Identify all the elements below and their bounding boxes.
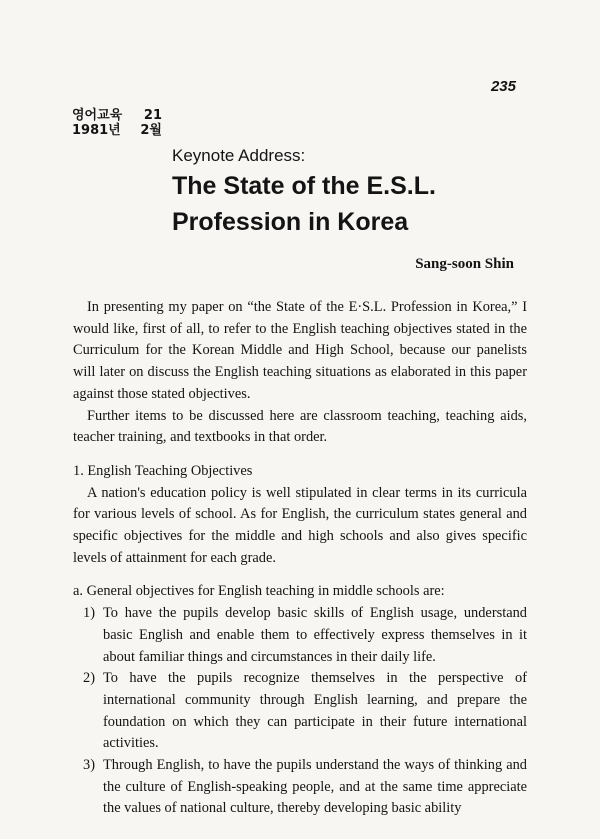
- list-item-number: 3): [83, 757, 95, 774]
- journal-year: 1981년: [72, 123, 121, 138]
- list-item: [73, 603, 527, 668]
- journal-volume: 21: [143, 108, 162, 123]
- paragraph-intro: In presenting my paper on “the State of the E·S.L. Profession in Korea,” I would like, first of all, to refer to the English teaching objectives stated in the Curriculum for the Korean Middle and High School, because our panelists will later on discuss the English teaching situations as elaborated in this paper against those stated objectives.: [73, 299, 527, 402]
- author-name: Sang-soon Shin: [415, 256, 514, 272]
- paragraph-items: Further items to be discussed here are classroom teaching, teaching aids, teacher training, and textbooks in that order.: [73, 407, 527, 446]
- list-item-text: Through English, to have the pupils understand the ways of thinking and the culture of English-speaking people, and at the same time appreciate the values of national culture, thereby developing basic ability: [103, 757, 527, 817]
- journal-volume-row: [72, 108, 162, 123]
- list-item-number: 2): [83, 670, 95, 687]
- article-body: [73, 297, 527, 820]
- journal-name: 영어교육: [72, 108, 123, 123]
- page-number: 235: [490, 78, 516, 95]
- list-item-number: 1): [83, 605, 95, 622]
- title-line-1: The State of the E.S.L.: [172, 172, 436, 200]
- journal-month: 2월: [140, 123, 162, 138]
- paragraph-policy: A nation's education policy is well stipulated in clear terms in its curricula for various levels of school. As for English, the curriculum states general and specific objectives for the middle and high schools and also gives specific levels of attainment for each grade.: [73, 484, 527, 566]
- section-label: Keynote Address:: [172, 146, 306, 165]
- list-item-text: To have the pupils develop basic skills of English usage, understand basic English and enable them to effectively express themselves in it about familiar things and circumstances in their daily life.: [103, 605, 527, 665]
- subsection-heading: a. General objectives for English teaching in middle schools are:: [73, 583, 445, 600]
- journal-info: [72, 108, 162, 138]
- list-item: [73, 668, 527, 755]
- journal-date-row: [72, 123, 162, 138]
- section-heading: 1. English Teaching Objectives: [73, 462, 253, 479]
- article-title: [172, 168, 436, 240]
- list-item-text: To have the pupils recognize themselves in the perspective of international community through English learning, and prepare the foundation on which they can participate in their future international activities.: [103, 670, 527, 752]
- title-line-2: Profession in Korea: [172, 208, 409, 236]
- list-item: [73, 755, 527, 820]
